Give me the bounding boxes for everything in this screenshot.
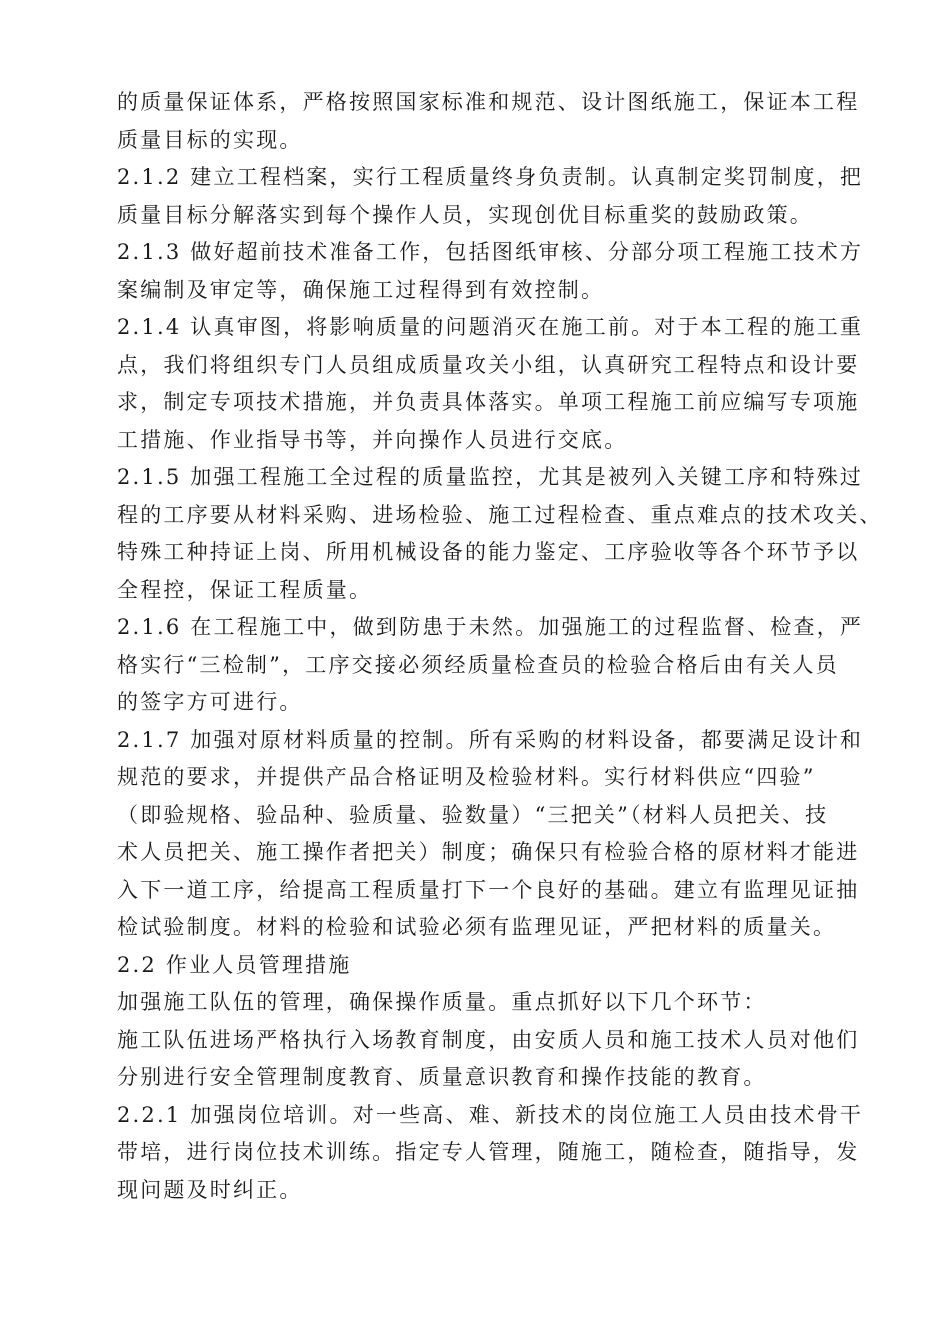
text-line: 案编制及审定等，确保施工过程得到有效控制。: [117, 277, 605, 302]
text-line: 程的工序要从材料采购、进场检验、施工过程检查、重点难点的技术攻关、: [117, 502, 883, 527]
paragraph-2-2-intro: [117, 984, 847, 1022]
paragraph-2-1-5: [117, 459, 883, 609]
text-line: 2.1.6 在工程施工中，做到防患于未然。加强施工的过程监督、检查，严: [117, 615, 864, 639]
text-line: 质量目标分解落实到每个操作人员，实现创优目标重奖的鼓励政策。: [117, 202, 813, 227]
paragraph-2-1-7: [117, 722, 864, 947]
text-line: 2.1.7 加强对原材料质量的控制。所有采购的材料设备，都要满足设计和: [117, 727, 864, 752]
text-line: 全程控，保证工程质量。: [117, 577, 373, 602]
text-line: 术人员把关、施工操作者把关）制度；确保只有检验合格的原材料才能进: [117, 840, 860, 864]
text-line: 2.1.5 加强工程施工全过程的质量监控，尤其是被列入关键工序和特殊过: [117, 465, 864, 489]
text-line: 的签字方可进行。: [117, 690, 303, 714]
text-line: 2.1.4 认真审图，将影响质量的问题消灭在施工前。对于本工程的施工重: [117, 315, 864, 339]
paragraph-2-1-4: [117, 309, 864, 459]
section-heading: 2.2 作业人员管理措施: [117, 952, 352, 977]
text-line: 分别进行安全管理制度教育、质量意识教育和操作技能的教育。: [117, 1065, 767, 1089]
text-line: 2.2.1 加强岗位培训。对一些高、难、新技术的岗位施工人员由技术骨干: [117, 1102, 864, 1127]
section-heading-2-2: [117, 947, 847, 985]
document-body: [117, 84, 883, 1209]
text-line: 检试验制度。材料的检验和试验必须有监理见证，严把材料的质量关。: [117, 915, 837, 939]
text-line: 现问题及时纠正。: [117, 1177, 303, 1202]
paragraph-2-1-6: [117, 609, 864, 722]
paragraph-2-2-1: [117, 1097, 864, 1210]
text-line: 点，我们将组织专门人员组成质量攻关小组，认真研究工程特点和设计要: [117, 352, 860, 377]
text-line: 的质量保证体系，严格按照国家标准和规范、设计图纸施工，保证本工程: [117, 90, 860, 114]
text-line: 施工队伍进场严格执行入场教育制度，由安质人员和施工技术人员对他们: [117, 1027, 860, 1052]
text-line: 求，制定专项技术措施，并负责具体落实。单项工程施工前应编写专项施: [117, 390, 860, 414]
paragraph-2-1-3: [117, 234, 864, 309]
text-line: 工措施、作业指导书等，并向操作人员进行交底。: [117, 427, 628, 452]
text-line: 规范的要求，并提供产品合格证明及检验材料。实行材料供应“四验”: [117, 765, 816, 789]
paragraph-2-2-entry-education: [117, 1022, 860, 1097]
text-line: 质量目标的实现。: [117, 127, 303, 152]
paragraph-2-1-2: [117, 159, 864, 234]
text-line: 带培，进行岗位技术训练。指定专人管理，随施工，随检查，随指导，发: [117, 1140, 860, 1164]
text-line: 加强施工队伍的管理，确保操作质量。重点抓好以下几个环节：: [117, 990, 767, 1014]
text-line: 入下一道工序，给提高工程质量打下一个良好的基础。建立有监理见证抽: [117, 877, 860, 902]
text-line: （即验规格、验品种、验质量、验数量）“三把关”（材料人员把关、技: [117, 802, 829, 827]
paragraph-intro-continuation: [117, 84, 860, 159]
text-line: 特殊工种持证上岗、所用机械设备的能力鉴定、工序验收等各个环节予以: [117, 540, 860, 564]
text-line: 2.1.2 建立工程档案，实行工程质量终身负责制。认真制定奖罚制度，把: [117, 165, 864, 189]
text-line: 2.1.3 做好超前技术准备工作，包括图纸审核、分部分项工程施工技术方: [117, 240, 864, 264]
text-line: 格实行“三检制”，工序交接必须经质量检查员的检验合格后由有关人员: [117, 652, 839, 677]
